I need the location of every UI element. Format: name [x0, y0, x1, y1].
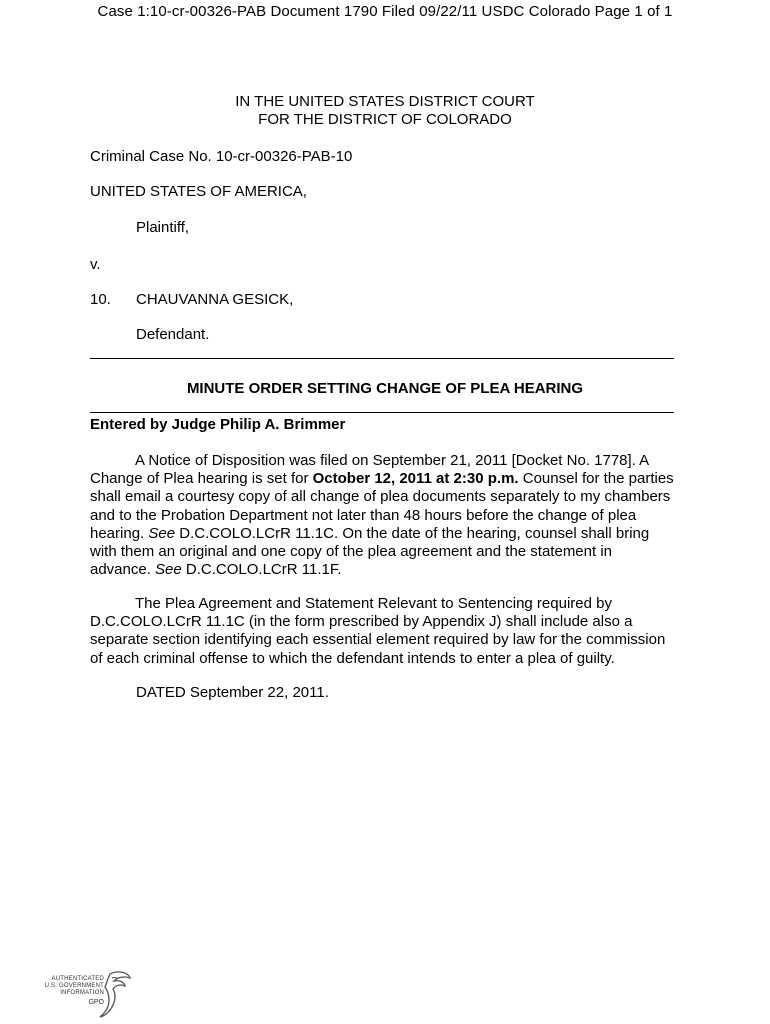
p1-text-b: Counsel for the parties shall email a courtesy copy of all change of plea documents separately to my chambers and to the Probation Department not later than 48 hours before the change of plea hearing. — [90, 470, 674, 542]
hearing-date: October 12, 2011 at 2:30 p.m. — [312, 470, 519, 488]
plaintiff-role: Plaintiff, — [136, 219, 190, 236]
order-title: MINUTE ORDER SETTING CHANGE OF PLEA HEARING — [186, 380, 584, 397]
gpo-authentication-seal — [34, 970, 134, 1020]
p1-text-a: A Notice of Disposition was filed on September 21, 2011 [Docket No. 1778]. A Change of Plea hearing is set for — [90, 452, 649, 488]
p1-text-d: D.C.COLO.LCrR 11.1F. — [181, 561, 342, 579]
court-caption — [0, 93, 770, 129]
paragraph-notice — [90, 452, 676, 579]
versus: v. — [90, 256, 101, 273]
dated-line: DATED September 22, 2011. — [136, 684, 329, 701]
divider-bottom — [90, 412, 674, 413]
court-district: FOR THE DISTRICT OF COLORADO — [258, 111, 512, 128]
defendant-number: 10. — [90, 291, 111, 308]
filing-header: Case 1:10-cr-00326-PAB Document 1790 Filed 09/22/11 USDC Colorado Page 1 of 1 — [97, 3, 673, 20]
divider-top — [90, 358, 674, 359]
defendant-role: Defendant. — [136, 326, 210, 343]
seal-gpo: GPO — [88, 999, 104, 1006]
case-number: Criminal Case No. 10-cr-00326-PAB-10 — [90, 148, 353, 165]
paragraph-plea-agreement — [90, 595, 676, 668]
defendant-name: CHAUVANNA GESICK, — [136, 291, 294, 308]
eagle-icon — [96, 970, 132, 1018]
seal-text: AUTHENTICATED U.S. GOVERNMENT INFORMATION — [44, 976, 104, 996]
p2-text: The Plea Agreement and Statement Relevant to Sentencing required by D.C.COLO.LCrR 11.1C (in the form prescribed by Appendix J) shall include also a separate section identifying each essential element required by law for the commission of each criminal offense to which the defendant intends to enter a plea of guilty. — [90, 595, 666, 667]
see-citation-1: See — [148, 524, 176, 542]
p1-text-c: D.C.COLO.LCrR 11.1C. On the date of the hearing, counsel shall bring with them an original and one copy of the plea agreement and the statement in advance. — [90, 524, 650, 579]
see-citation-2: See — [155, 561, 182, 579]
court-name: IN THE UNITED STATES DISTRICT COURT — [235, 93, 535, 110]
entered-by: Entered by Judge Philip A. Brimmer — [90, 416, 346, 433]
plaintiff-name: UNITED STATES OF AMERICA, — [90, 183, 307, 200]
